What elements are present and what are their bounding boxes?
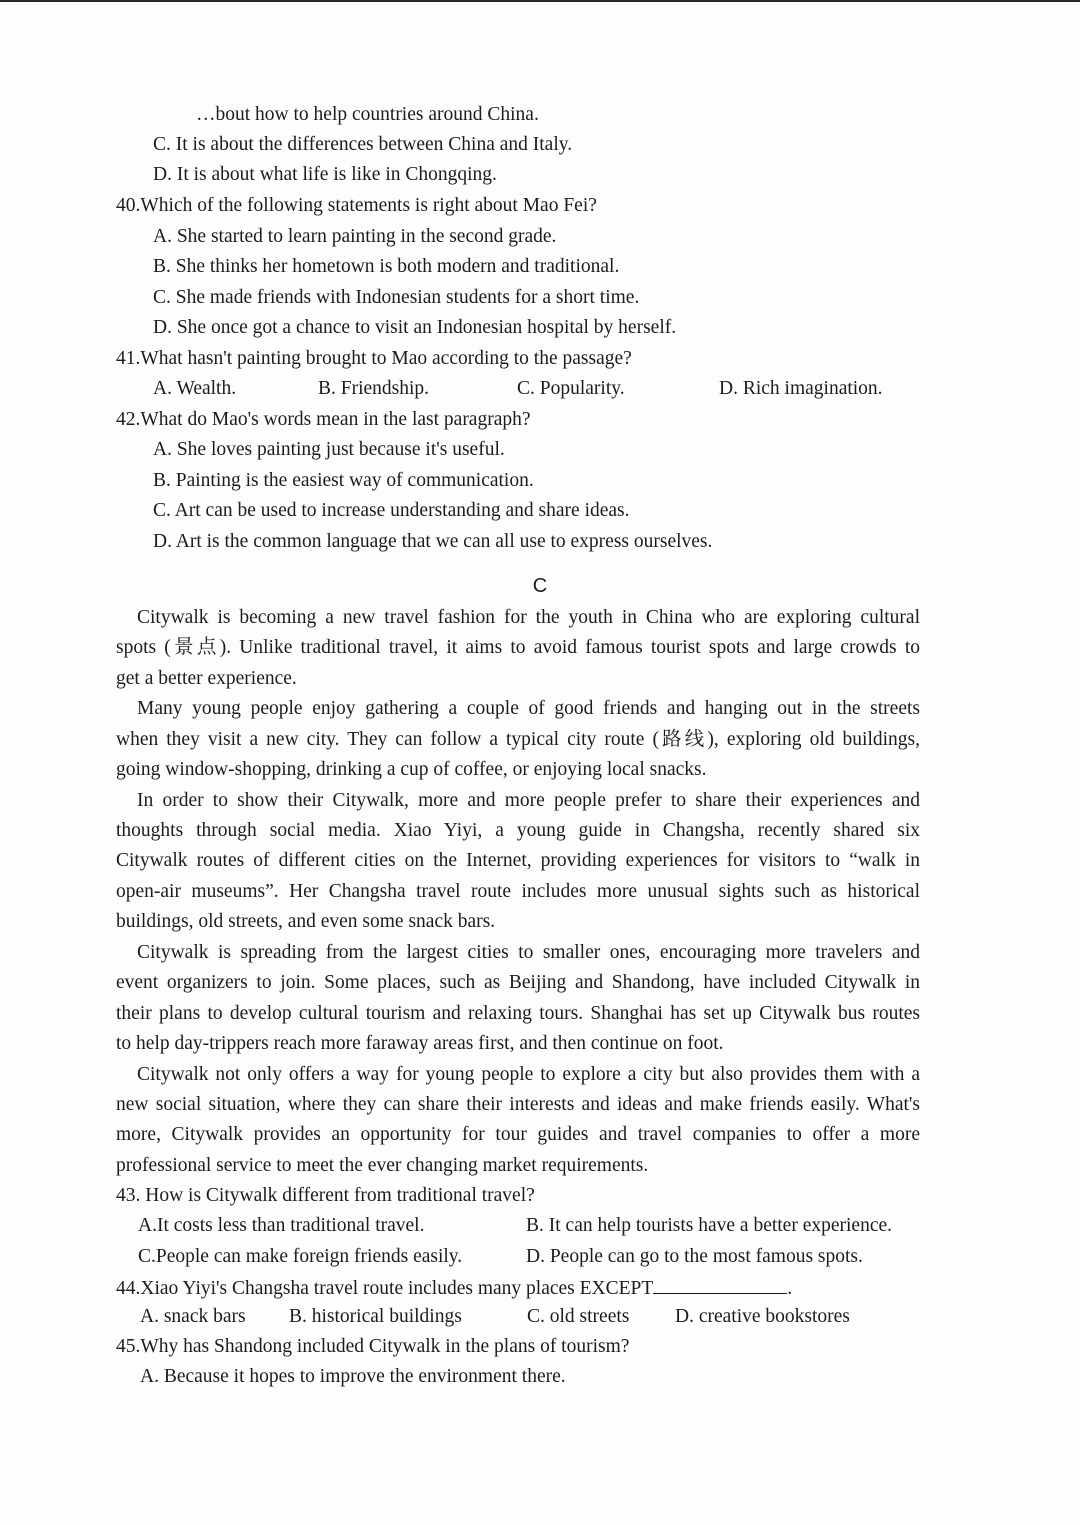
p3-line-5: buildings, old streets, and even some snack bars. [116,911,496,932]
q43-option-c: C.People can make foreign friends easily. [138,1246,463,1267]
p4-line-2: event organizers to join. Some places, such as Beijing and Shandong, have included Citywalk in [116,972,920,993]
option-c: C. It is about the differences between China and Italy. [153,134,573,155]
q40-option-d: D. She once got a chance to visit an Indonesian hospital by herself. [153,317,677,338]
q40-option-a: A. She started to learn painting in the second grade. [153,226,557,247]
question-45: 45.Why has Shandong included Citywalk in the plans of tourism? [116,1336,630,1357]
q43-option-a: A.It costs less than traditional travel. [138,1215,425,1236]
q44-option-b: B. historical buildings [289,1306,462,1327]
question-44-end: . [787,1278,793,1299]
question-43: 43. How is Citywalk different from traditional travel? [116,1185,535,1206]
p2-line-1: Many young people enjoy gathering a couple of good friends and hanging out in the streets [137,698,920,719]
q44-option-a: A. snack bars [140,1306,246,1327]
option-b-partial: …bout how to help countries around China. [196,104,539,125]
q43-option-d: D. People can go to the most famous spots. [526,1246,863,1267]
p3-line-2: thoughts through social media. Xiao Yiyi, a young guide in Changsha, recently shared six [116,820,920,841]
question-44-text: 44.Xiao Yiyi's Changsha travel route includes many places EXCEPT [116,1278,654,1299]
p4-line-3: their plans to develop cultural tourism and relaxing tours. Shanghai has set up Citywalk bus routes [116,1003,920,1024]
p2-line-3: going window-shopping, drinking a cup of coffee, or enjoying local snacks. [116,759,707,780]
p1-line-2: spots (景点). Unlike traditional travel, it aims to avoid famous tourist spots and large crowds to [116,637,920,658]
q45-option-a: A. Because it hopes to improve the environment there. [140,1366,566,1387]
question-40: 40.Which of the following statements is right about Mao Fei? [116,195,597,216]
question-41: 41.What hasn't painting brought to Mao according to the passage? [116,348,632,369]
q44-option-d: D. creative bookstores [675,1306,850,1327]
question-44 [116,1275,920,1301]
q42-option-c: C. Art can be used to increase understanding and share ideas. [153,500,630,521]
p5-line-2: new social situation, where they can share their interests and ideas and make friends easily. What's [116,1094,920,1115]
p2-line-2: when they visit a new city. They can follow a typical city route (路线), exploring old buildings, [116,729,920,750]
p5-line-4: professional service to meet the ever changing market requirements. [116,1155,649,1176]
q41-option-d: D. Rich imagination. [719,378,883,399]
section-heading: C [532,575,548,597]
q42-option-d: D. Art is the common language that we can all use to express ourselves. [153,531,713,552]
q41-option-c: C. Popularity. [517,378,625,399]
q43-option-b: B. It can help tourists have a better experience. [526,1215,893,1236]
q40-option-c: C. She made friends with Indonesian students for a short time. [153,287,640,308]
p3-line-1: In order to show their Citywalk, more and more people prefer to share their experiences and [137,790,920,811]
answer-blank [653,1275,787,1294]
p4-line-4: to help day-trippers reach more faraway areas first, and then continue on foot. [116,1033,724,1054]
q44-option-c: C. old streets [527,1306,630,1327]
p4-line-1: Citywalk is spreading from the largest cities to smaller ones, encouraging more travelers and [137,942,920,963]
option-d: D. It is about what life is like in Chongqing. [153,164,497,185]
p3-line-4: open-air museums”. Her Changsha travel route includes more unusual sights such as historical [116,881,920,902]
q40-option-b: B. She thinks her hometown is both modern and traditional. [153,256,620,277]
p3-line-3: Citywalk routes of different cities on the Internet, providing experiences for visitors to “walk in [116,850,920,871]
p5-line-1: Citywalk not only offers a way for young people to explore a city but also provides them with a [137,1064,920,1085]
q41-option-b: B. Friendship. [318,378,430,399]
question-42: 42.What do Mao's words mean in the last paragraph? [116,409,531,430]
q42-option-b: B. Painting is the easiest way of communication. [153,470,534,491]
q41-option-a: A. Wealth. [153,378,237,399]
p1-line-1: Citywalk is becoming a new travel fashion for the youth in China who are exploring cultural [137,607,920,628]
p5-line-3: more, Citywalk provides an opportunity for tour guides and travel companies to offer a more [116,1124,920,1145]
q42-option-a: A. She loves painting just because it's useful. [153,439,505,460]
p1-line-3: get a better experience. [116,668,297,689]
